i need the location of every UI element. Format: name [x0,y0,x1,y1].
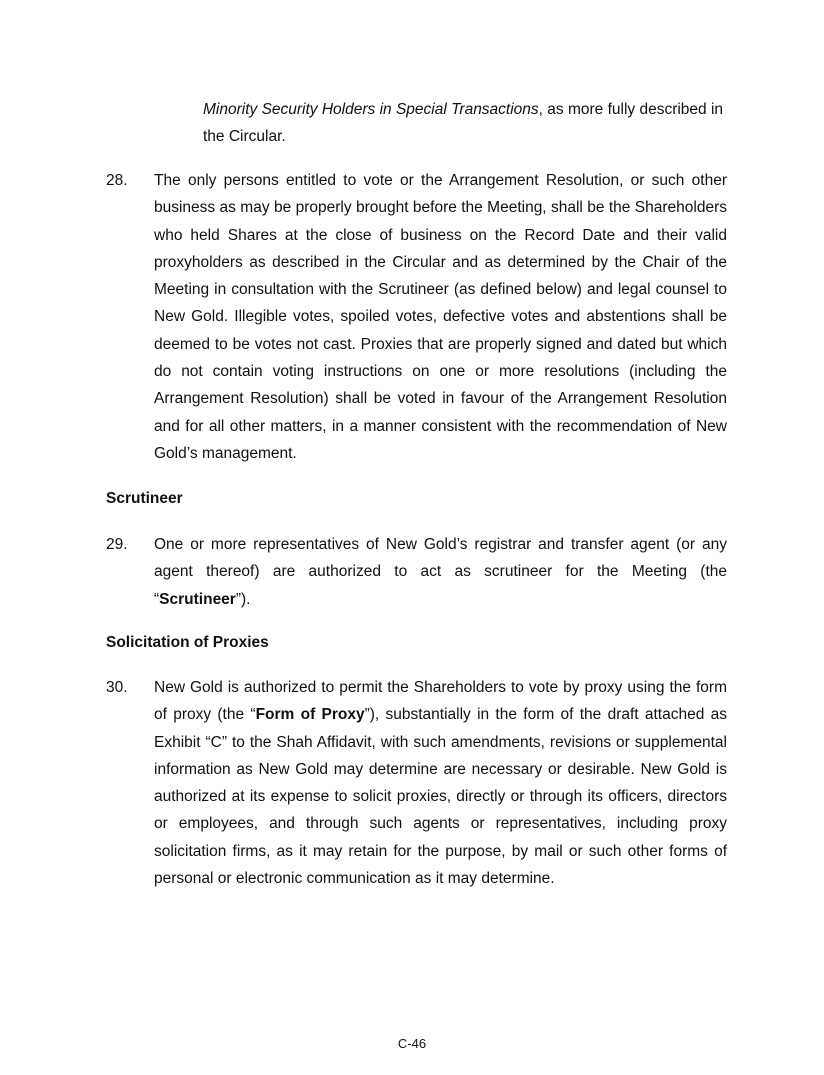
paragraph-number: 29. [106,536,128,553]
continuation-paragraph [203,96,727,150]
paragraph-number: 28. [106,172,128,189]
defined-term-scrutineer: Scrutineer [159,590,236,608]
paragraph-text-after: ”). [235,590,251,608]
paragraph-text [154,531,727,613]
paragraph-text: The only persons entitled to vote or the Arrangement Resolution, or such other business as may be properly brought before the Meeting, shall be the Shareholders who held Shares at the close of business on the Record Date and their valid proxyholders as described in the Circular and as determined by the Chair of the Meeting in consultation with the Scrutineer (as defined below) and legal counsel to New Gold. Illegible votes, spoiled votes, defective votes and abstentions shall be deemed to be votes not cast. Proxies that are properly signed and dated but which do not contain voting instructions on one or more resolutions (including the Arrangement Resolution) shall be voted in favour of the Arrangement Resolution and for all other matters, in a manner consistent with the recommendation of New Gold’s management. [154,172,727,462]
paragraph-28 [106,167,727,467]
paragraph-30 [106,674,727,892]
paragraph-text-after: ”), substantially in the form of the draft attached as Exhibit “C” to the Shah Affidavit, with such amendments, revisions or supplemental information as New Gold may determine are necessary or desirable. New Gold is authorized at its expense to solicit proxies, directly or through its officers, directors or employees, and through such agents or representatives, including proxy solicitation firms, as it may retain for the purpose, by mail or such other forms of personal or electronic communication as it may determine. [154,706,728,888]
defined-term-form-of-proxy: Form of Proxy [255,706,365,724]
paragraph-text-before: New Gold is authorized to permit the Shareholders to vote by proxy using the form of proxy (the “ [154,679,727,724]
heading-scrutineer: Scrutineer [106,490,183,507]
page-number: C-46 [397,1036,427,1051]
continuation-rest-text: , as more fully described in the Circular. [203,101,724,145]
paragraph-text-before: One or more representatives of New Gold’s registrar and transfer agent (or any agent thereof) are authorized to act as scrutineer for the Meeting (the “ [154,536,727,608]
continuation-italic-text: Minority Security Holders in Special Transactions [203,101,539,118]
paragraph-text [154,674,727,892]
paragraph-29 [106,531,727,613]
heading-solicitation-of-proxies: Solicitation of Proxies [106,634,269,651]
paragraph-number: 30. [106,679,128,696]
